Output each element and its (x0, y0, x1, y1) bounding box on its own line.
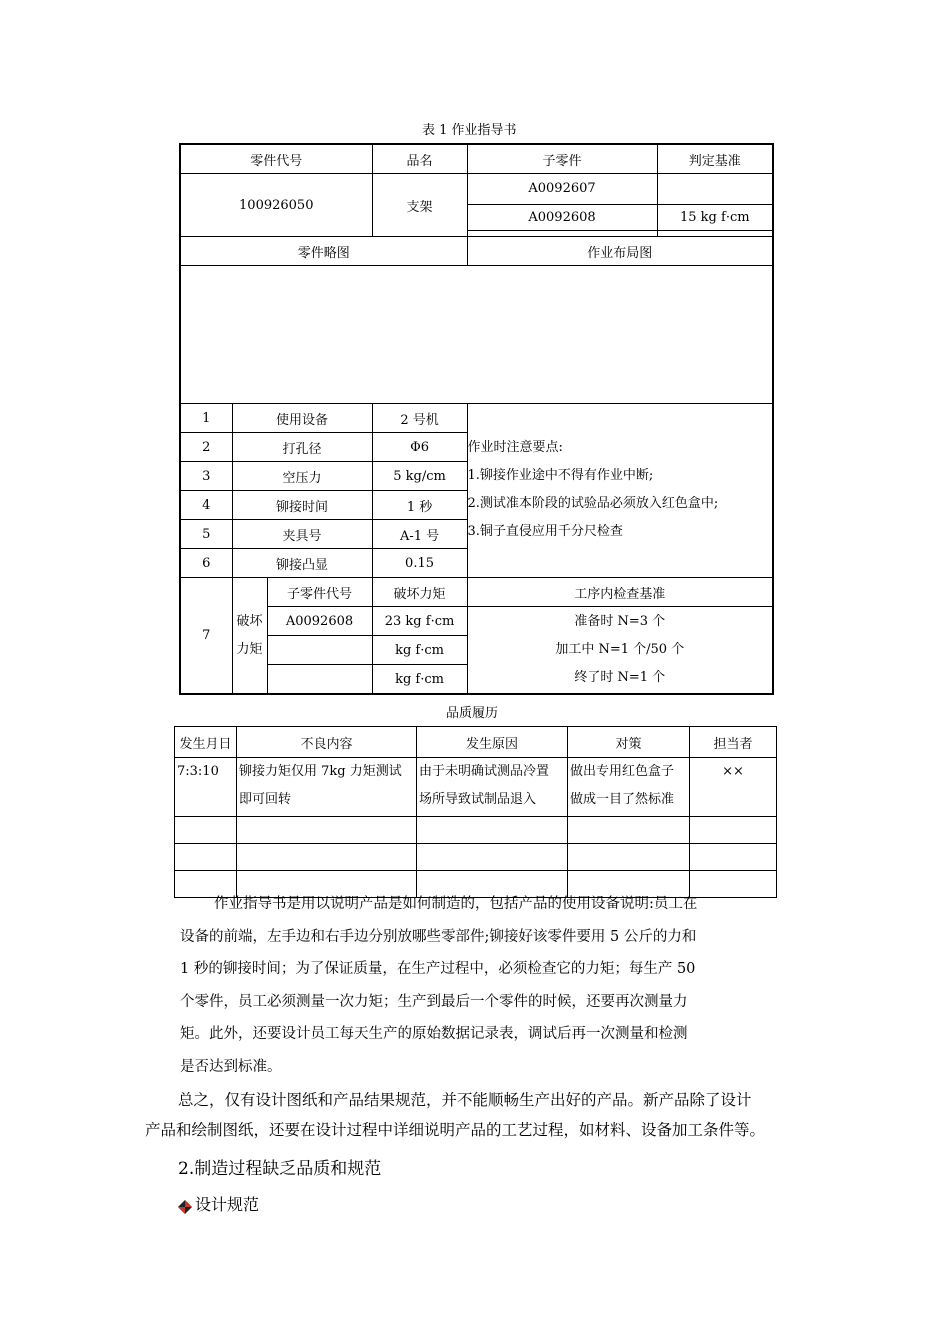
header-criteria: 判定基准 (657, 144, 773, 174)
history-person: ×× (690, 758, 777, 817)
history-defect-line: 即可回转 (239, 792, 292, 807)
empty-cell (237, 844, 417, 871)
header-defect: 不良内容 (237, 727, 417, 758)
header-person: 担当者 (690, 727, 777, 758)
header-cause: 发生原因 (417, 727, 568, 758)
history-cause (417, 758, 568, 817)
break-torque-label (232, 578, 267, 695)
history-cause-line: 场所导致试制品退入 (419, 792, 537, 807)
torque-part-code (267, 636, 372, 665)
sub-part-2-text: A0092608 (528, 209, 596, 225)
part-code-value: 100926050 (180, 174, 372, 237)
empty-cell (417, 844, 568, 871)
empty-cell (568, 844, 690, 871)
table1-caption: 表 1 作业指导书 (422, 123, 517, 138)
sub-part-code-header: 子零件代号 (267, 578, 372, 607)
layout-label: 作业布局图 (467, 237, 773, 266)
row-value: 0.15 (372, 549, 467, 578)
row-value: 5 kg/cm (372, 462, 467, 491)
inspection-header: 工序内检查基准 (467, 578, 773, 607)
history-measure-line: 做成一目了然标准 (570, 792, 675, 807)
empty-cell (568, 817, 690, 844)
header-sub-part: 子零件 (467, 144, 657, 174)
row-no: 5 (180, 520, 232, 549)
diamond-bullet-icon (178, 1199, 192, 1213)
inspection-line: 准备时 N=3 个 (574, 614, 666, 629)
row-item: 夹具号 (232, 520, 372, 549)
break-torque-label-1: 破坏 (236, 613, 263, 629)
criteria-1 (657, 174, 773, 205)
history-cause-line: 由于未明确试测品冷置 (419, 764, 550, 779)
paragraph-1-line: 矩。此外，还要设计员工每天生产的原始数据记录表，调试后再一次测量和检测 (180, 1026, 688, 1042)
row-item: 空压力 (232, 462, 372, 491)
quality-history-table (174, 726, 777, 898)
empty-cell (417, 817, 568, 844)
row-no: 1 (180, 404, 232, 433)
empty-cell (175, 817, 237, 844)
section-heading: 2.制造过程缺乏品质和规范 (178, 1159, 382, 1179)
notes-item: 1.铆接作业途中不得有作业中断; (467, 468, 654, 483)
criteria-2-text: 15 kg f·cm (680, 209, 750, 225)
subheading-text: 设计规范 (195, 1195, 260, 1214)
torque-part-code: A0092608 (267, 607, 372, 636)
history-measure-line: 做出专用红色盒子 (570, 764, 675, 779)
paragraph-1-line: 作业指导书是用以说明产品是如何制造的，包括产品的使用设备说明:员工在 (214, 896, 698, 912)
break-torque-label-2: 力矩 (236, 641, 263, 657)
paragraph-1-line: 个零件，员工必须测量一次力矩；生产到最后一个零件的时候，还要再次测量力 (180, 993, 688, 1010)
empty-cell (690, 844, 777, 871)
notes-item: 2.测试准本阶段的试验品必须放入红色盒中; (467, 496, 719, 511)
row-value: A-1 号 (372, 520, 467, 549)
product-name-value: 支架 (372, 174, 467, 237)
row-item: 打孔径 (232, 433, 372, 462)
row-item: 铆接时间 (232, 491, 372, 520)
empty-cell (175, 844, 237, 871)
row-no: 4 (180, 491, 232, 520)
row-item: 铆接凸显 (232, 549, 372, 578)
paragraph-1-line: 1 秒的铆接时间；为了保证质量，在生产过程中，必须检查它的力矩；每生产 50 (180, 961, 696, 977)
work-instruction-table (179, 143, 774, 695)
sub-part-1: A0092607 (467, 174, 657, 205)
row-value: Φ6 (372, 433, 467, 462)
notes-cell (467, 404, 773, 578)
paragraph-1-line: 设备的前端，左手边和右手边分别放哪些零部件;铆接好该零件要用 5 公斤的力和 (180, 928, 697, 945)
header-measure: 对策 (568, 727, 690, 758)
sketch-label: 零件略图 (180, 237, 467, 266)
sub-part-2 (467, 204, 657, 236)
notes-item: 3.铜子直侵应用千分尺检查 (467, 524, 623, 539)
subheading (178, 1192, 259, 1215)
row-value: 2 号机 (372, 404, 467, 433)
criteria-2 (657, 204, 773, 236)
paragraph-1 (180, 888, 780, 1083)
torque-value: kg f·cm (372, 636, 467, 665)
table2-caption: 品质履历 (446, 706, 499, 721)
empty-cell (237, 817, 417, 844)
empty-cell (690, 817, 777, 844)
history-date: 7:3:10 (175, 758, 237, 817)
row-value: 1 秒 (372, 491, 467, 520)
row-item: 使用设备 (232, 404, 372, 433)
drawing-area (180, 266, 773, 404)
break-torque-header: 破坏力矩 (372, 578, 467, 607)
torque-value: kg f·cm (372, 665, 467, 695)
row-no: 3 (180, 462, 232, 491)
paragraph-1-line: 是否达到标准。 (180, 1058, 282, 1075)
paragraph-2-line: 总之，仅有设计图纸和产品结果规范，并不能顺畅生产出好的产品。新产品除了设计 (178, 1091, 752, 1109)
header-date: 发生月日 (175, 727, 237, 758)
inspection-line: 加工中 N=1 个/50 个 (555, 642, 685, 657)
row-no: 2 (180, 433, 232, 462)
history-defect-line: 铆接力矩仅用 7kg 力矩测试 (239, 764, 402, 779)
history-measure (568, 758, 690, 817)
torque-value: 23 kg f·cm (372, 607, 467, 636)
torque-part-code (267, 665, 372, 695)
inspection-standard (467, 607, 773, 695)
header-product-name: 品名 (372, 144, 467, 174)
inspection-line: 终了时 N=1 个 (574, 670, 666, 685)
history-defect (237, 758, 417, 817)
header-part-code: 零件代号 (180, 144, 372, 174)
row-no: 6 (180, 549, 232, 578)
row7-no: 7 (180, 578, 232, 695)
paragraph-2 (145, 1085, 825, 1145)
notes-title: 作业时注意要点: (467, 440, 563, 455)
paragraph-2-line: 产品和绘制图纸，还要在设计过程中详细说明产品的工艺过程，如材料、设备加工条件等。 (145, 1121, 766, 1139)
